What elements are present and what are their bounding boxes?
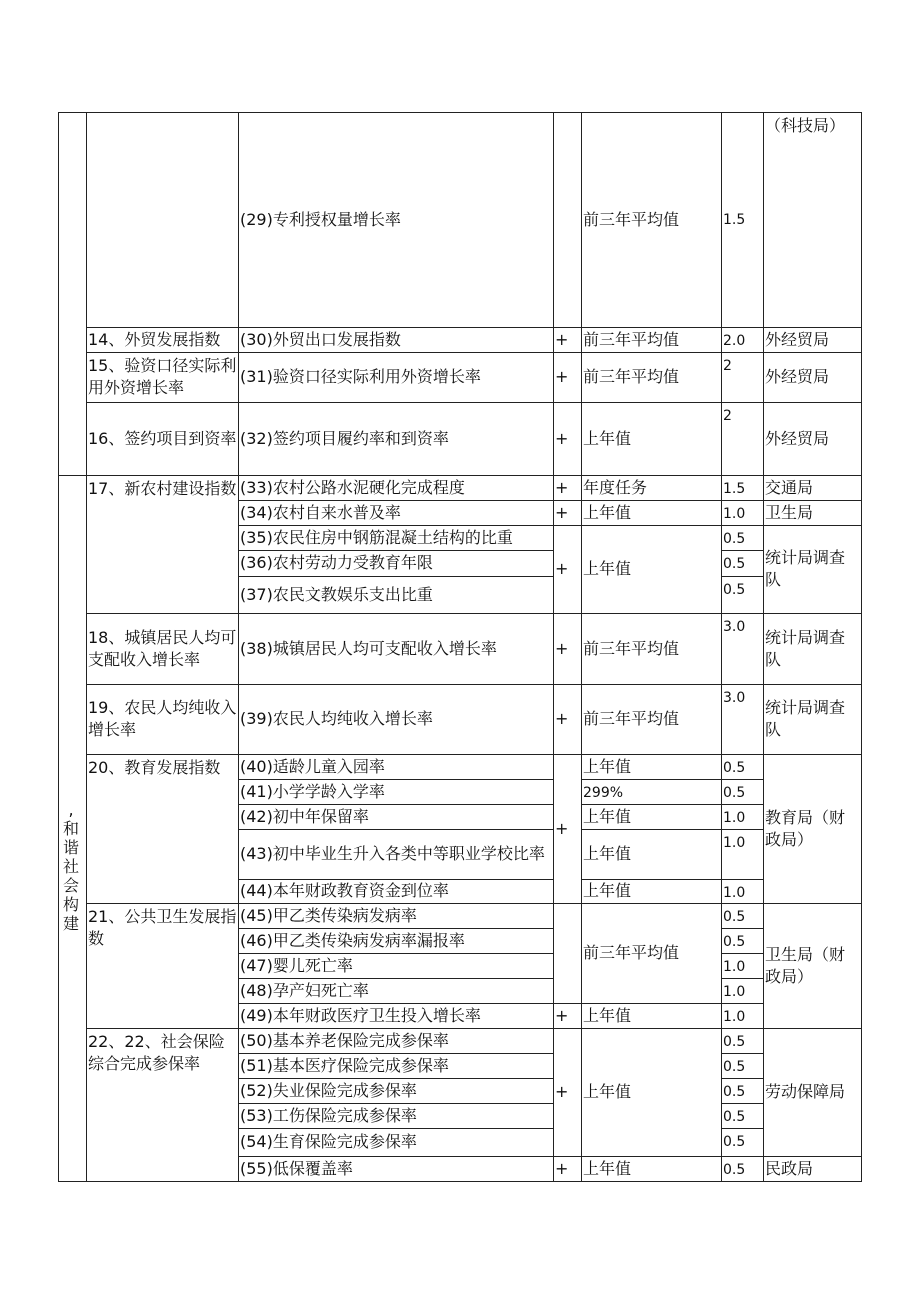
item-cell: (43)初中毕业生升入各类中等职业学校比率 (240, 844, 545, 863)
grid-line-h (721, 1053, 764, 1054)
grid-line-h (763, 613, 862, 614)
weight-cell: 1.0 (723, 984, 746, 1000)
dept-cell: 民政局 (765, 1159, 814, 1178)
grid-line-h (553, 1028, 582, 1029)
sign-cell: + (555, 503, 569, 522)
weight-cell: 0.5 (723, 1059, 746, 1075)
grid-line-h (238, 500, 554, 501)
dept-cell: 卫生局 (765, 503, 814, 522)
basis-cell: 前三年平均值 (583, 210, 680, 229)
grid-line-h (721, 754, 764, 755)
sign-cell: + (555, 559, 569, 578)
grid-line-h (721, 684, 764, 685)
grid-line-h (238, 779, 554, 780)
grid-line-h (581, 1028, 722, 1029)
sign-cell: + (555, 819, 569, 838)
dept-cell: 劳动保障局 (765, 1082, 846, 1101)
grid-line-v (238, 112, 239, 1182)
weight-cell: 1.5 (723, 481, 746, 497)
grid-line-h (721, 978, 764, 979)
grid-line-v (763, 112, 764, 1182)
grid-line-h (553, 613, 582, 614)
grid-line-h (581, 1156, 722, 1157)
grid-line-h (553, 327, 582, 328)
grid-line-h (238, 550, 554, 551)
grid-line-h (581, 804, 722, 805)
grid-line-v (553, 112, 554, 1182)
item-cell: (36)农村劳动力受教育年限 (240, 553, 433, 572)
item-cell: (40)适龄儿童入园率 (240, 757, 385, 776)
basis-cell: 上年值 (583, 1159, 632, 1178)
indicator-cell: 19、农民人均纯收入增长率 (88, 698, 237, 739)
grid-line-h (553, 1156, 582, 1157)
grid-line-h (86, 352, 239, 353)
dept-cell: （科技局） (765, 116, 846, 135)
weight-cell: 0.5 (723, 1084, 746, 1100)
basis-cell: 299% (583, 785, 624, 801)
grid-line-h (581, 402, 722, 403)
dept-cell: 外经贸局 (765, 367, 830, 386)
sign-cell: + (555, 478, 569, 497)
grid-line-h (721, 779, 764, 780)
grid-line-h (553, 1003, 582, 1004)
grid-line-h (721, 352, 764, 353)
grid-line-h (553, 475, 582, 476)
weight-cell: 0.5 (723, 1134, 746, 1150)
grid-line-h (86, 475, 239, 476)
grid-line-v (721, 112, 722, 1182)
grid-line-h (58, 112, 862, 113)
dept-cell: 交通局 (765, 478, 814, 497)
sign-cell: + (555, 330, 569, 349)
grid-line-h (721, 1103, 764, 1104)
dept-cell: 卫生局（财政局） (765, 945, 846, 986)
grid-line-h (763, 352, 862, 353)
grid-line-h (553, 402, 582, 403)
item-cell: (53)工伤保险完成参保率 (240, 1106, 417, 1125)
weight-cell: 0.5 (723, 582, 746, 598)
weight-cell: 0.5 (723, 531, 746, 547)
grid-line-h (238, 402, 554, 403)
grid-line-h (581, 475, 722, 476)
item-cell: (51)基本医疗保险完成参保率 (240, 1056, 449, 1075)
indicator-cell: 17、新农村建设指数 (88, 479, 237, 498)
item-cell: (55)低保覆盖率 (240, 1159, 353, 1178)
basis-cell: 上年值 (583, 757, 632, 776)
basis-cell: 上年值 (583, 503, 632, 522)
grid-line-h (581, 684, 722, 685)
item-cell: (50)基本养老保险完成参保率 (240, 1031, 449, 1050)
item-cell: (45)甲乙类传染病发病率 (240, 906, 417, 925)
grid-line-h (58, 475, 87, 476)
grid-line-v (861, 112, 862, 1182)
grid-line-h (553, 684, 582, 685)
grid-line-h (238, 1128, 554, 1129)
category-label: ,和谐社会构建 (62, 800, 79, 933)
grid-line-h (553, 754, 582, 755)
basis-cell: 前三年平均值 (583, 943, 680, 962)
grid-line-h (721, 804, 764, 805)
grid-line-h (238, 1053, 554, 1054)
indicator-cell: 21、公共卫生发展指数 (88, 907, 237, 948)
grid-line-h (238, 352, 554, 353)
grid-line-h (86, 1028, 239, 1029)
weight-cell: 0.5 (723, 909, 746, 925)
grid-line-h (721, 500, 764, 501)
weight-cell: 0.5 (723, 1162, 746, 1178)
indicator-cell: 15、验资口径实际利用外资增长率 (88, 356, 237, 397)
item-cell: (42)初中年保留率 (240, 807, 369, 826)
grid-line-h (581, 352, 722, 353)
dept-cell: 统计局调查队 (765, 548, 846, 589)
weight-cell: 0.5 (723, 556, 746, 572)
basis-cell: 上年值 (583, 559, 632, 578)
weight-cell: 2.0 (723, 333, 746, 349)
grid-line-h (721, 327, 764, 328)
grid-line-h (763, 402, 862, 403)
grid-line-h (553, 525, 582, 526)
item-cell: (46)甲乙类传染病发病率漏报率 (240, 931, 465, 950)
grid-line-h (763, 1156, 862, 1157)
basis-cell: 上年值 (583, 807, 632, 826)
item-cell: (38)城镇居民人均可支配收入增长率 (240, 639, 497, 658)
sign-cell: + (555, 367, 569, 386)
grid-line-h (721, 576, 764, 577)
basis-cell: 上年值 (583, 1082, 632, 1101)
grid-line-h (581, 829, 722, 830)
grid-line-v (86, 112, 87, 1182)
weight-cell: 1.0 (723, 885, 746, 901)
grid-line-h (238, 804, 554, 805)
grid-line-h (721, 1028, 764, 1029)
indicator-cell: 18、城镇居民人均可支配收入增长率 (88, 628, 237, 669)
grid-line-v (581, 112, 582, 1182)
grid-line-h (721, 1128, 764, 1129)
grid-line-h (238, 1028, 554, 1029)
item-cell: (41)小学学龄入学率 (240, 782, 385, 801)
weight-cell: 1.0 (723, 810, 746, 826)
grid-line-h (238, 1156, 554, 1157)
grid-line-h (721, 829, 764, 830)
item-cell: (44)本年财政教育资金到位率 (240, 881, 449, 900)
sign-cell: + (555, 709, 569, 728)
grid-line-h (763, 500, 862, 501)
grid-line-h (721, 928, 764, 929)
sign-cell: + (555, 429, 569, 448)
item-cell: (31)验资口径实际利用外资增长率 (240, 367, 481, 386)
grid-line-h (86, 613, 239, 614)
item-cell: (35)农民住房中钢筋混凝土结构的比重 (240, 528, 513, 547)
basis-cell: 前三年平均值 (583, 367, 680, 386)
basis-cell: 上年值 (583, 881, 632, 900)
grid-line-h (238, 525, 554, 526)
grid-line-h (238, 475, 554, 476)
weight-cell: 0.5 (723, 785, 746, 801)
grid-line-h (721, 1156, 764, 1157)
indicator-cell: 16、签约项目到资率 (88, 429, 237, 448)
weight-cell: 1.0 (723, 959, 746, 975)
grid-line-h (763, 1028, 862, 1029)
grid-line-h (581, 754, 722, 755)
grid-line-h (238, 327, 554, 328)
grid-line-h (581, 525, 722, 526)
grid-line-h (238, 1103, 554, 1104)
basis-cell: 上年值 (583, 429, 632, 448)
basis-cell: 年度任务 (583, 478, 648, 497)
grid-line-h (763, 754, 862, 755)
grid-line-v (58, 112, 59, 1182)
grid-line-h (721, 525, 764, 526)
grid-line-h (581, 903, 722, 904)
item-cell: (30)外贸出口发展指数 (240, 330, 401, 349)
item-cell: (54)生育保险完成参保率 (240, 1132, 417, 1151)
grid-line-h (238, 613, 554, 614)
dept-cell: 外经贸局 (765, 330, 830, 349)
grid-line-h (238, 1003, 554, 1004)
weight-cell: 1.0 (723, 835, 746, 851)
grid-line-h (238, 953, 554, 954)
weight-cell: 0.5 (723, 760, 746, 776)
sign-cell: + (555, 1006, 569, 1025)
dept-cell: 统计局调查队 (765, 698, 846, 739)
grid-line-h (721, 402, 764, 403)
grid-line-h (721, 613, 764, 614)
weight-cell: 0.5 (723, 1109, 746, 1125)
grid-line-h (581, 500, 722, 501)
grid-line-h (763, 525, 862, 526)
weight-cell: 2 (723, 408, 732, 424)
weight-cell: 3.0 (723, 690, 746, 706)
grid-line-h (581, 327, 722, 328)
dept-cell: 教育局（财政局） (765, 808, 846, 849)
basis-cell: 上年值 (583, 1006, 632, 1025)
grid-line-h (238, 978, 554, 979)
grid-line-h (721, 1078, 764, 1079)
weight-cell: 1.0 (723, 1009, 746, 1025)
grid-line-h (721, 879, 764, 880)
grid-line-h (581, 1003, 722, 1004)
grid-line-h (721, 550, 764, 551)
basis-cell: 前三年平均值 (583, 709, 680, 728)
grid-line-h (763, 684, 862, 685)
item-cell: (48)孕产妇死亡率 (240, 981, 369, 1000)
grid-line-h (763, 475, 862, 476)
item-cell: (33)农村公路水泥硬化完成程度 (240, 478, 465, 497)
weight-cell: 1.0 (723, 506, 746, 522)
indicator-cell: 14、外贸发展指数 (88, 330, 221, 349)
grid-line-h (553, 903, 582, 904)
weight-cell: 1.5 (723, 212, 746, 228)
grid-line-h (763, 903, 862, 904)
grid-line-h (721, 1003, 764, 1004)
item-cell: (29)专利授权量增长率 (240, 210, 401, 229)
sign-cell: + (555, 1159, 569, 1178)
grid-line-h (86, 754, 239, 755)
grid-line-h (86, 903, 239, 904)
sign-cell: + (555, 1082, 569, 1101)
grid-line-h (721, 953, 764, 954)
item-cell: (52)失业保险完成参保率 (240, 1081, 417, 1100)
item-cell: (47)婴儿死亡率 (240, 956, 353, 975)
basis-cell: 前三年平均值 (583, 330, 680, 349)
grid-line-h (238, 1078, 554, 1079)
grid-line-h (553, 352, 582, 353)
indicator-cell: 22、22、社会保险综合完成参保率 (88, 1032, 225, 1073)
grid-line-h (86, 327, 239, 328)
dept-cell: 统计局调查队 (765, 628, 846, 669)
weight-cell: 2 (723, 358, 732, 374)
grid-line-h (58, 1181, 862, 1182)
grid-line-h (763, 327, 862, 328)
weight-cell: 0.5 (723, 934, 746, 950)
item-cell: (37)农民文教娱乐支出比重 (240, 585, 433, 604)
grid-line-h (238, 684, 554, 685)
grid-line-h (238, 829, 554, 830)
item-cell: (34)农村自来水普及率 (240, 503, 401, 522)
grid-line-h (581, 613, 722, 614)
grid-line-h (86, 402, 239, 403)
basis-cell: 前三年平均值 (583, 639, 680, 658)
grid-line-h (553, 500, 582, 501)
grid-line-h (238, 928, 554, 929)
item-cell: (49)本年财政医疗卫生投入增长率 (240, 1006, 481, 1025)
grid-line-h (238, 754, 554, 755)
item-cell: (39)农民人均纯收入增长率 (240, 709, 433, 728)
grid-line-h (581, 779, 722, 780)
grid-line-h (238, 903, 554, 904)
sign-cell: + (555, 639, 569, 658)
weight-cell: 3.0 (723, 619, 746, 635)
basis-cell: 上年值 (583, 844, 632, 863)
grid-line-h (86, 684, 239, 685)
indicator-cell: 20、教育发展指数 (88, 758, 221, 777)
item-cell: (32)签约项目履约率和到资率 (240, 429, 449, 448)
grid-line-h (721, 475, 764, 476)
weight-cell: 0.5 (723, 1034, 746, 1050)
dept-cell: 外经贸局 (765, 429, 830, 448)
grid-line-h (238, 576, 554, 577)
